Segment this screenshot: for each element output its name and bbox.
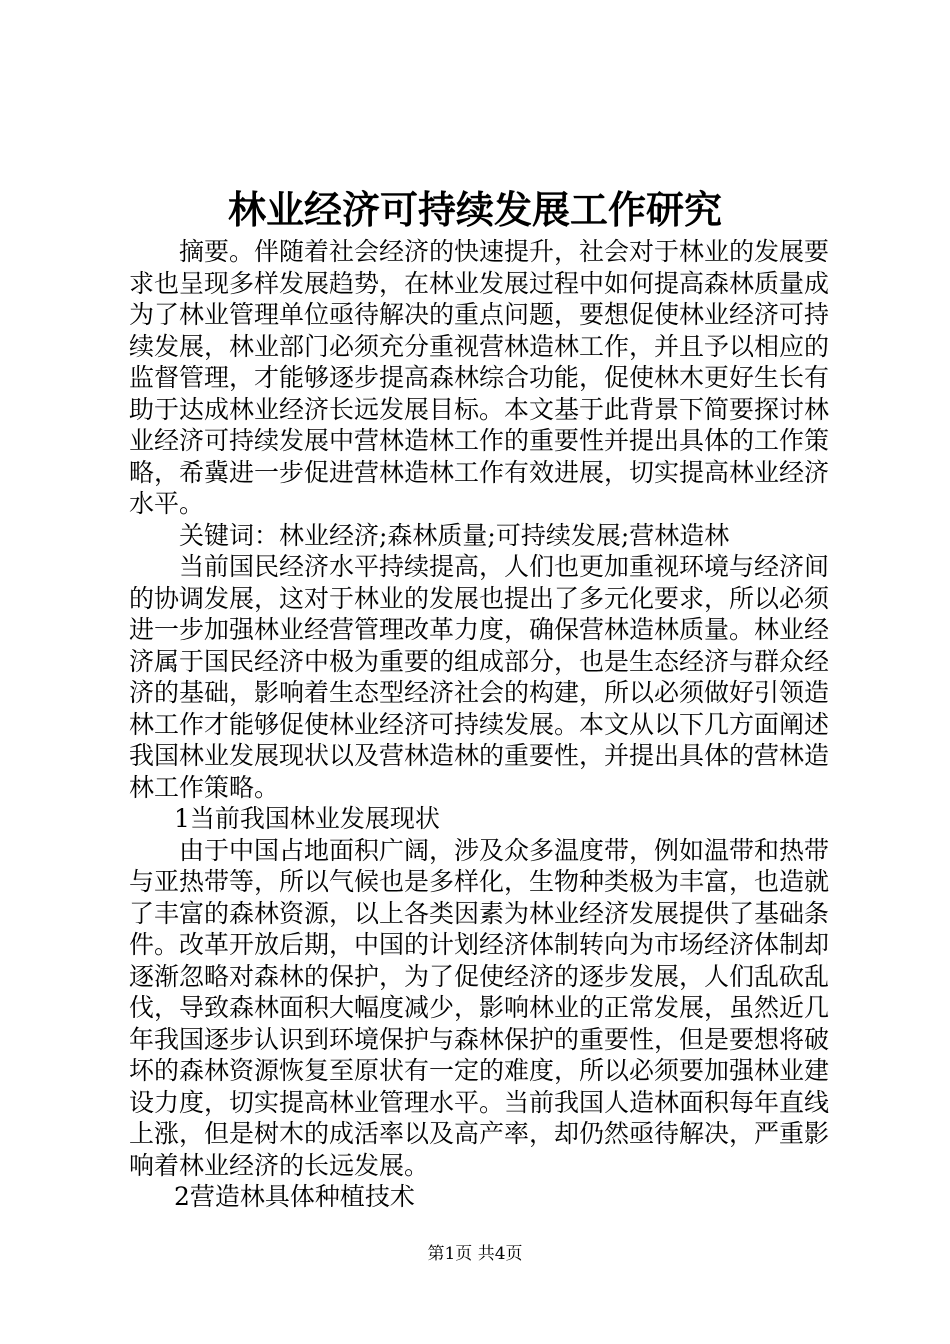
document-body <box>129 236 829 1213</box>
section-1-paragraph: 由于中国占地面积广阔，涉及众多温度带，例如温带和热带与亚热带等，所以气候也是多样化，生物种类极为丰富，也造就了丰富的森林资源，以上各类因素为林业经济发展提供了基础条件。改革开放后期，中国的计划经济体制转向为市场经济体制却逐渐忽略对森林的保护，为了促使经济的逐步发展，人们乱砍乱伐，导致森林面积大幅度减少，影响林业的正常发展，虽然近几年我国逐步认识到环境保护与森林保护的重要性，但是要想将破坏的森林资源恢复至原状有一定的难度，所以必须要加强林业建设力度，切实提高林业管理水平。当前我国人造林面积每年直线上涨，但是树木的成活率以及高产率，却仍然亟待解决，严重影响着林业经济的长远发展。 <box>129 835 830 1180</box>
abstract-paragraph: 摘要。伴随着社会经济的快速提升，社会对于林业的发展要求也呈现多样发展趋势，在林业发展过程中如何提高森林质量成为了林业管理单位亟待解决的重点问题，要想促使林业经济可持续发展，林业部门必须充分重视营林造林工作，并且予以相应的监督管理，才能够逐步提高森林综合功能，促使林木更好生长有助于达成林业经济长远发展目标。本文基于此背景下简要探讨林业经济可持续发展中营林造林工作的重要性并提出具体的工作策略，希冀进一步促进营林造林工作有效进展，切实提高林业经济水平。 <box>129 237 830 518</box>
page-footer: 第1页 共4页 <box>427 1244 523 1264</box>
page-title: 林业经济可持续发展工作研究 <box>227 187 722 232</box>
section-1-heading: 1当前我国林业发展现状 <box>174 804 440 833</box>
section-2-heading: 2营造林具体种植技术 <box>174 1182 415 1211</box>
keywords-line: 关键词：林业经济;森林质量;可持续发展;营林造林 <box>179 520 730 550</box>
intro-paragraph: 当前国民经济水平持续提高，人们也更加重视环境与经济间的协调发展，这对于林业的发展也提出了多元化要求，所以必须进一步加强林业经营管理改革力度，确保营林造林质量。林业经济属于国民经济中极为重要的组成部分，也是生态经济与群众经济的基础，影响着生态型经济社会的构建，所以必须做好引领造林工作才能够促使林业经济可持续发展。本文从以下几方面阐述我国林业发展现状以及营林造林的重要性，并提出具体的营林造林工作策略。 <box>129 552 830 802</box>
